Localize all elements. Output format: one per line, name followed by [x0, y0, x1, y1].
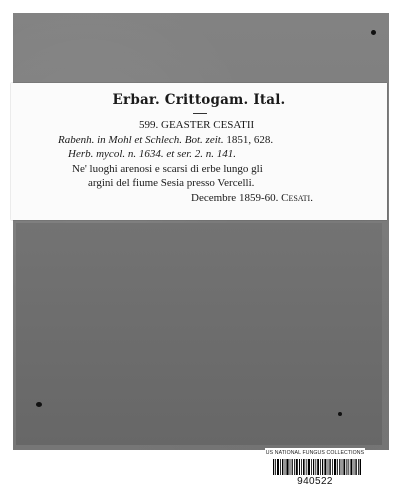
collection-caption: US NATIONAL FUNGUS COLLECTIONS	[265, 450, 365, 456]
habitat-line-2: argini del fiume Sesia presso Vercelli.	[88, 177, 255, 190]
ink-speck	[371, 30, 376, 35]
barcode-label	[265, 448, 365, 490]
reference-line-2: Herb. mycol. n. 1634. et ser. 2. n. 141.	[68, 148, 237, 161]
collector-name: Cesati.	[281, 191, 313, 204]
specimen-label	[11, 83, 387, 220]
specimen-number: 599.	[139, 119, 159, 131]
barcode-icon	[273, 459, 361, 475]
collection-date: Decembre 1859-60.	[191, 191, 279, 204]
catalog-number: 940522	[297, 476, 333, 487]
habitat-line-1: Ne' luoghi arenosi e scarsi di erbe lungo gli	[72, 162, 263, 175]
ink-speck	[36, 402, 42, 407]
specimen-packet	[16, 223, 382, 445]
reference-line-1	[11, 133, 387, 148]
ink-speck	[338, 412, 342, 416]
reference-1-text: Rabenh. in Mohl et Schlech. Bot. zeit.	[58, 133, 224, 146]
reference-1-year: 1851, 628.	[226, 133, 274, 146]
species-line	[11, 118, 387, 133]
species-name: GEASTER CESATII	[161, 119, 255, 131]
date-line	[11, 191, 387, 206]
label-text-block	[11, 118, 387, 206]
label-title: Erbar. Crittogam. Ital.	[112, 92, 286, 108]
title-divider	[193, 113, 207, 114]
